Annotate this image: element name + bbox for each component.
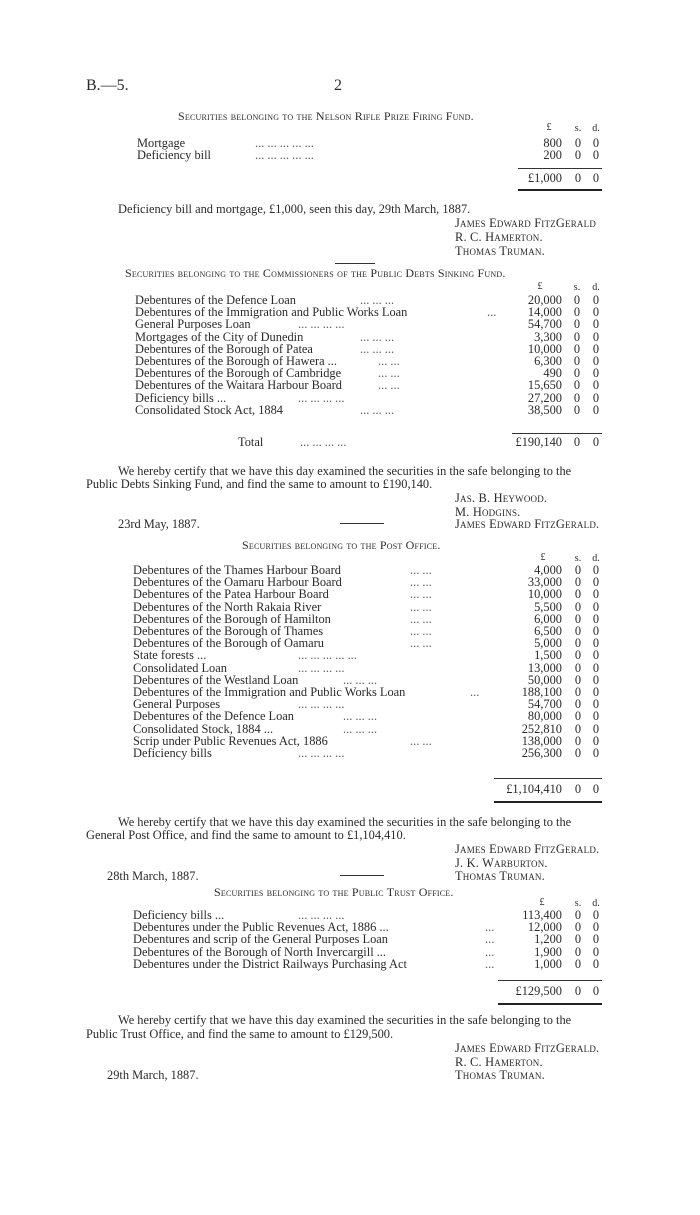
row-label: General Purposes	[133, 697, 221, 712]
trust-date: 29th March, 1887.	[107, 1068, 199, 1082]
nelson-total-rule	[518, 189, 602, 191]
nelson-section-title: Securities belonging to the Nelson Rifle Prize Firing Fund.	[178, 109, 474, 123]
row-leader-dots: ... ...	[378, 354, 400, 368]
row-amount-shillings: 0	[573, 390, 581, 405]
row-amount-shillings: 0	[574, 697, 582, 712]
row-leader-dots: ... ... ...	[360, 402, 395, 417]
shilling-column-header: s.	[574, 898, 582, 909]
page-number: 2	[334, 77, 342, 94]
row-amount-pence: 0	[592, 148, 600, 163]
sinking-signatory-2: M. Hodgins.	[455, 505, 521, 519]
row-amount-pence: 0	[592, 341, 600, 356]
post-total-row	[0, 784, 700, 795]
row-amount-pounds: 54,700	[527, 697, 562, 712]
row-amount-pence: 0	[592, 354, 600, 368]
trust-signatory-1: James Edward FitzGerald.	[455, 1041, 600, 1055]
row-leader-dots: ... ... ... ... ...	[255, 148, 314, 163]
row-label: Debentures of the Waitara Harbour Board	[135, 378, 342, 393]
pence-column-header: d.	[592, 123, 600, 134]
row-leader-dots: ... ...	[410, 624, 432, 638]
trust-signatory-3: Thomas Truman.	[455, 1068, 545, 1082]
trust-total-row	[0, 986, 700, 997]
sinking-total-dots: ... ... ... ...	[300, 435, 347, 449]
row-amount-shillings: 0	[574, 599, 582, 614]
row-label: Deficiency bill	[137, 148, 211, 163]
row-leader-dots: ... ... ...	[343, 672, 378, 687]
table-row	[0, 150, 700, 161]
row-amount-shillings: 0	[574, 660, 582, 675]
row-amount-shillings: 0	[573, 305, 581, 320]
row-amount-pence: 0	[592, 293, 600, 307]
row-amount-shillings: 0	[573, 366, 581, 381]
row-amount-shillings: 0	[574, 721, 582, 736]
row-amount-pence: 0	[592, 932, 600, 947]
row-amount-pounds: 3,300	[534, 329, 562, 344]
row-label: Debentures of the Westland Loan	[133, 672, 299, 687]
row-amount-pounds: 138,000	[521, 733, 562, 748]
shilling-column-header: s.	[574, 553, 582, 564]
trust-certificate-line-2: Public Trust Office, and find the same to amount to £129,500.	[86, 1027, 394, 1041]
nelson-total-amount: £1,000	[527, 171, 562, 185]
row-amount-shillings: 0	[574, 611, 582, 626]
nelson-subtotal-rule	[518, 168, 602, 169]
row-label: Debentures of the Defence Loan	[133, 709, 294, 724]
row-amount-pounds: 6,300	[534, 354, 562, 368]
row-leader-dots: ... ... ... ...	[298, 390, 345, 405]
sinking-signatory-3: James Edward FitzGerald.	[455, 517, 600, 531]
row-leader-dots: ... ...	[410, 611, 432, 626]
row-amount-shillings: 0	[574, 733, 582, 748]
row-amount-pence: 0	[592, 378, 600, 393]
post-certificate-line-2: General Post Office, and find the same to amount to £1,104,410.	[86, 828, 406, 842]
row-amount-pence: 0	[592, 672, 600, 687]
nelson-signatory-1: James Edward FitzGerald	[455, 216, 597, 230]
row-label: Mortgage	[137, 136, 186, 150]
row-amount-pence: 0	[592, 402, 600, 417]
sinking-total-row	[0, 437, 700, 448]
sinking-certificate-line-2: Public Debts Sinking Fund, and find the same to amount to £190,140.	[86, 477, 433, 491]
nelson-note: Deficiency bill and mortgage, £1,000, seen this day, 29th March, 1887.	[118, 202, 471, 216]
trust-section-title: Securities belonging to the Public Trust Office.	[214, 885, 454, 899]
sinking-date: 23rd May, 1887.	[118, 517, 200, 531]
row-amount-shillings: 0	[573, 354, 581, 368]
post-signatory-1: James Edward FitzGerald.	[455, 842, 600, 856]
post-signatory-2: J. K. Warburton.	[455, 856, 548, 870]
row-amount-pence: 0	[592, 908, 600, 922]
row-amount-pounds: 5,000	[534, 636, 562, 651]
row-label: Debentures and scrip of the General Purposes Loan	[133, 932, 388, 947]
row-amount-pounds: 80,000	[527, 709, 562, 724]
row-amount-shillings: 0	[574, 587, 582, 602]
nelson-total-row	[0, 173, 700, 184]
row-amount-pounds: 33,000	[527, 575, 562, 590]
table-row	[0, 390, 700, 405]
row-amount-pounds: 1,000	[534, 956, 562, 971]
row-label: Scrip under Public Revenues Act, 1886	[133, 733, 328, 748]
table-row	[0, 944, 700, 959]
row-amount-pounds: 188,100	[521, 685, 562, 699]
row-label: Debentures of the Immigration and Public Works Loan	[133, 685, 406, 699]
row-amount-pounds: 800	[543, 136, 562, 150]
row-label: Debentures under the District Railways Purchasing Act	[133, 956, 407, 971]
table-row	[0, 650, 700, 661]
row-amount-shillings: 0	[574, 944, 582, 959]
row-label: Debentures under the Public Revenues Act, 1886 ...	[133, 920, 389, 935]
row-label: Deficiency bills ...	[133, 908, 225, 922]
row-label: Debentures of the Borough of Oamaru	[133, 636, 324, 651]
row-amount-pence: 0	[592, 136, 600, 150]
sinking-total-label: Total	[238, 435, 264, 449]
post-total-pence: 0	[592, 782, 600, 796]
row-leader-dots: ... ... ... ...	[298, 660, 345, 675]
row-amount-shillings: 0	[574, 956, 582, 971]
row-amount-pence: 0	[592, 611, 600, 626]
post-total-shillings: 0	[574, 782, 582, 796]
pound-column-header: £	[546, 122, 552, 133]
row-amount-shillings: 0	[574, 908, 582, 922]
trust-total-rule	[498, 1003, 602, 1005]
pence-column-header: d.	[592, 553, 600, 564]
nelson-total-pence: 0	[592, 171, 600, 185]
row-amount-pence: 0	[592, 317, 600, 332]
row-label: Consolidated Stock, 1884 ...	[133, 721, 274, 736]
row-amount-pence: 0	[592, 944, 600, 959]
row-amount-pence: 0	[592, 587, 600, 602]
row-leader-dots: ... ... ...	[360, 341, 395, 356]
row-amount-shillings: 0	[574, 932, 582, 947]
row-label: Debentures of the North Rakaia River	[133, 599, 322, 614]
row-amount-pence: 0	[592, 305, 600, 320]
row-label: Debentures of the Borough of Thames	[133, 624, 324, 638]
row-amount-pence: 0	[592, 648, 600, 663]
nelson-total-shillings: 0	[574, 171, 582, 185]
row-leader-dots: ... ... ... ... ...	[298, 648, 357, 663]
pound-column-header: £	[540, 552, 546, 563]
row-amount-shillings: 0	[573, 329, 581, 344]
pound-column-header: £	[537, 281, 543, 292]
row-label: Debentures of the Oamaru Harbour Board	[133, 575, 342, 590]
row-amount-shillings: 0	[574, 685, 582, 699]
row-amount-shillings: 0	[574, 136, 582, 150]
table-row	[0, 711, 700, 722]
row-leader-dots: ... ...	[410, 575, 432, 590]
sinking-total-amount: £190,140	[515, 435, 562, 449]
row-leader-dots: ... ...	[410, 587, 432, 602]
row-amount-pence: 0	[592, 920, 600, 935]
row-amount-pence: 0	[592, 636, 600, 651]
row-leader-dots: ...	[485, 920, 495, 935]
table-row	[0, 589, 700, 600]
sinking-total-pence: 0	[592, 435, 600, 449]
row-leader-dots: ...	[485, 944, 495, 959]
row-amount-shillings: 0	[573, 378, 581, 393]
row-label: Debentures of the Borough of Cambridge	[135, 366, 342, 381]
table-row	[0, 721, 700, 736]
row-amount-pence: 0	[592, 956, 600, 971]
post-subtotal-rule	[494, 778, 602, 779]
row-leader-dots: ...	[470, 685, 480, 699]
row-amount-pence: 0	[592, 329, 600, 344]
row-amount-shillings: 0	[573, 317, 581, 332]
trust-signatory-2: R. C. Hamerton.	[455, 1055, 543, 1069]
table-row	[0, 660, 700, 675]
trust-certificate-line-1: We hereby certify that we have this day examined the securities in the safe belonging to the	[118, 1013, 572, 1027]
post-signatory-3: Thomas Truman.	[455, 869, 545, 883]
trust-total-shillings: 0	[574, 984, 582, 998]
row-label: General Purposes Loan	[135, 317, 251, 332]
row-amount-pence: 0	[592, 721, 600, 736]
page-reference: B.—5.	[86, 77, 129, 94]
section-divider	[340, 523, 384, 524]
row-amount-pence: 0	[592, 660, 600, 675]
row-leader-dots: ... ...	[378, 366, 400, 381]
row-amount-pence: 0	[592, 599, 600, 614]
section-divider	[335, 263, 375, 264]
trust-total-pence: 0	[592, 984, 600, 998]
trust-total-amount: £129,500	[515, 984, 562, 998]
row-leader-dots: ... ...	[410, 599, 432, 614]
row-amount-pounds: 10,000	[527, 587, 562, 602]
row-amount-pence: 0	[592, 709, 600, 724]
row-amount-pounds: 200	[543, 148, 562, 163]
row-label: Debentures of the Borough of Hamilton	[133, 611, 331, 626]
post-total-rule	[494, 801, 602, 803]
row-amount-shillings: 0	[574, 648, 582, 663]
row-amount-shillings: 0	[573, 293, 581, 307]
row-amount-pounds: 5,500	[534, 599, 562, 614]
row-amount-pounds: 490	[543, 366, 562, 381]
row-leader-dots: ... ...	[410, 636, 432, 651]
row-amount-pounds: 252,810	[521, 721, 562, 736]
row-label: Consolidated Loan	[133, 660, 227, 675]
row-amount-shillings: 0	[574, 746, 582, 760]
table-row	[0, 956, 700, 971]
row-amount-shillings: 0	[573, 402, 581, 417]
trust-subtotal-rule	[498, 980, 602, 981]
table-row	[0, 748, 700, 759]
nelson-signatory-2: R. C. Hamerton.	[455, 230, 543, 244]
row-leader-dots: ... ... ... ...	[298, 746, 345, 760]
row-amount-pounds: 54,700	[527, 317, 562, 332]
row-amount-pounds: 113,400	[522, 908, 562, 922]
post-section-title: Securities belonging to the Post Office.	[242, 538, 441, 552]
row-leader-dots: ... ...	[378, 378, 400, 393]
row-label: Consolidated Stock Act, 1884	[135, 402, 283, 417]
row-label: Debentures of the Defence Loan	[135, 293, 296, 307]
row-label: Debentures of the Borough of Hawera ...	[135, 354, 337, 368]
row-amount-shillings: 0	[574, 624, 582, 638]
row-amount-pounds: 6,000	[534, 611, 562, 626]
row-label: Deficiency bills	[133, 746, 212, 760]
row-amount-pounds: 1,200	[534, 932, 562, 947]
row-amount-pounds: 50,000	[527, 672, 562, 687]
row-leader-dots: ...	[487, 305, 497, 320]
row-amount-shillings: 0	[574, 709, 582, 724]
row-label: Debentures of the Borough of Patea	[135, 341, 313, 356]
row-amount-pounds: 10,000	[527, 341, 562, 356]
sinking-certificate-line-1: We hereby certify that we have this day examined the securities in the safe belonging to the	[118, 464, 572, 478]
row-label: Mortgages of the City of Dunedin	[135, 329, 304, 344]
row-amount-pounds: 38,500	[527, 402, 562, 417]
row-amount-shillings: 0	[574, 672, 582, 687]
post-certificate-line-1: We hereby certify that we have this day examined the securities in the safe belonging to the	[118, 815, 572, 829]
row-amount-shillings: 0	[574, 575, 582, 590]
row-label: Debentures of the Thames Harbour Board	[133, 563, 341, 577]
row-amount-pence: 0	[592, 563, 600, 577]
row-amount-pounds: 14,000	[527, 305, 562, 320]
row-amount-shillings: 0	[574, 148, 582, 163]
row-amount-pounds: 1,900	[534, 944, 562, 959]
row-amount-pence: 0	[592, 733, 600, 748]
pence-column-header: d.	[592, 282, 600, 293]
row-amount-pence: 0	[592, 746, 600, 760]
row-label: Debentures of the Borough of North Invercargill ...	[133, 944, 387, 959]
row-amount-pounds: 6,500	[534, 624, 562, 638]
row-amount-shillings: 0	[574, 563, 582, 577]
row-label: Debentures of the Immigration and Public Works Loan	[135, 305, 408, 320]
sinking-total-shillings: 0	[573, 435, 581, 449]
row-amount-pounds: 256,300	[521, 746, 562, 760]
row-leader-dots: ... ... ... ...	[298, 317, 345, 332]
row-amount-pounds: 4,000	[534, 563, 562, 577]
row-leader-dots: ... ... ...	[360, 293, 395, 307]
row-amount-pence: 0	[592, 624, 600, 638]
row-label: Deficiency bills ...	[135, 390, 227, 405]
post-date: 28th March, 1887.	[107, 869, 199, 883]
row-amount-shillings: 0	[573, 341, 581, 356]
row-amount-pounds: 27,200	[527, 390, 562, 405]
row-amount-pounds: 13,000	[527, 660, 562, 675]
row-label: State forests ...	[133, 648, 207, 663]
shilling-column-header: s.	[574, 123, 582, 134]
table-row	[0, 599, 700, 614]
table-row	[0, 380, 700, 391]
table-row	[0, 402, 700, 417]
table-row	[0, 319, 700, 330]
row-amount-pence: 0	[592, 390, 600, 405]
row-leader-dots: ...	[485, 932, 495, 947]
row-leader-dots: ... ...	[410, 733, 432, 748]
row-leader-dots: ... ... ... ...	[298, 908, 345, 922]
row-leader-dots: ... ... ...	[343, 709, 378, 724]
table-row	[0, 329, 700, 344]
sinking-signatory-1: Jas. B. Heywood.	[455, 491, 548, 505]
row-leader-dots: ... ... ... ... ...	[255, 136, 314, 150]
row-amount-pounds: 1,500	[534, 648, 562, 663]
sinking-subtotal-rule	[512, 433, 602, 434]
post-total-amount: £1,104,410	[506, 782, 562, 796]
row-leader-dots: ... ... ...	[343, 721, 378, 736]
nelson-signatory-3: Thomas Truman.	[455, 244, 545, 258]
row-amount-shillings: 0	[574, 636, 582, 651]
row-leader-dots: ... ...	[410, 563, 432, 577]
row-amount-pounds: 15,650	[527, 378, 562, 393]
row-amount-pence: 0	[592, 697, 600, 712]
shilling-column-header: s.	[573, 282, 581, 293]
table-row	[0, 934, 700, 945]
section-divider	[340, 875, 384, 876]
row-amount-pence: 0	[592, 685, 600, 699]
row-leader-dots: ...	[485, 956, 495, 971]
pence-column-header: d.	[592, 898, 600, 909]
row-amount-pence: 0	[592, 575, 600, 590]
row-label: Debentures of the Patea Harbour Board	[133, 587, 329, 602]
pound-column-header: £	[539, 897, 545, 908]
row-amount-shillings: 0	[574, 920, 582, 935]
row-amount-pounds: 12,000	[527, 920, 562, 935]
row-leader-dots: ... ... ... ...	[298, 697, 345, 712]
row-leader-dots: ... ... ...	[360, 329, 395, 344]
row-amount-pounds: 20,000	[527, 293, 562, 307]
row-amount-pence: 0	[592, 366, 600, 381]
sinking-section-title: Securities belonging to the Commissioners of the Public Debts Sinking Fund.	[125, 266, 506, 280]
